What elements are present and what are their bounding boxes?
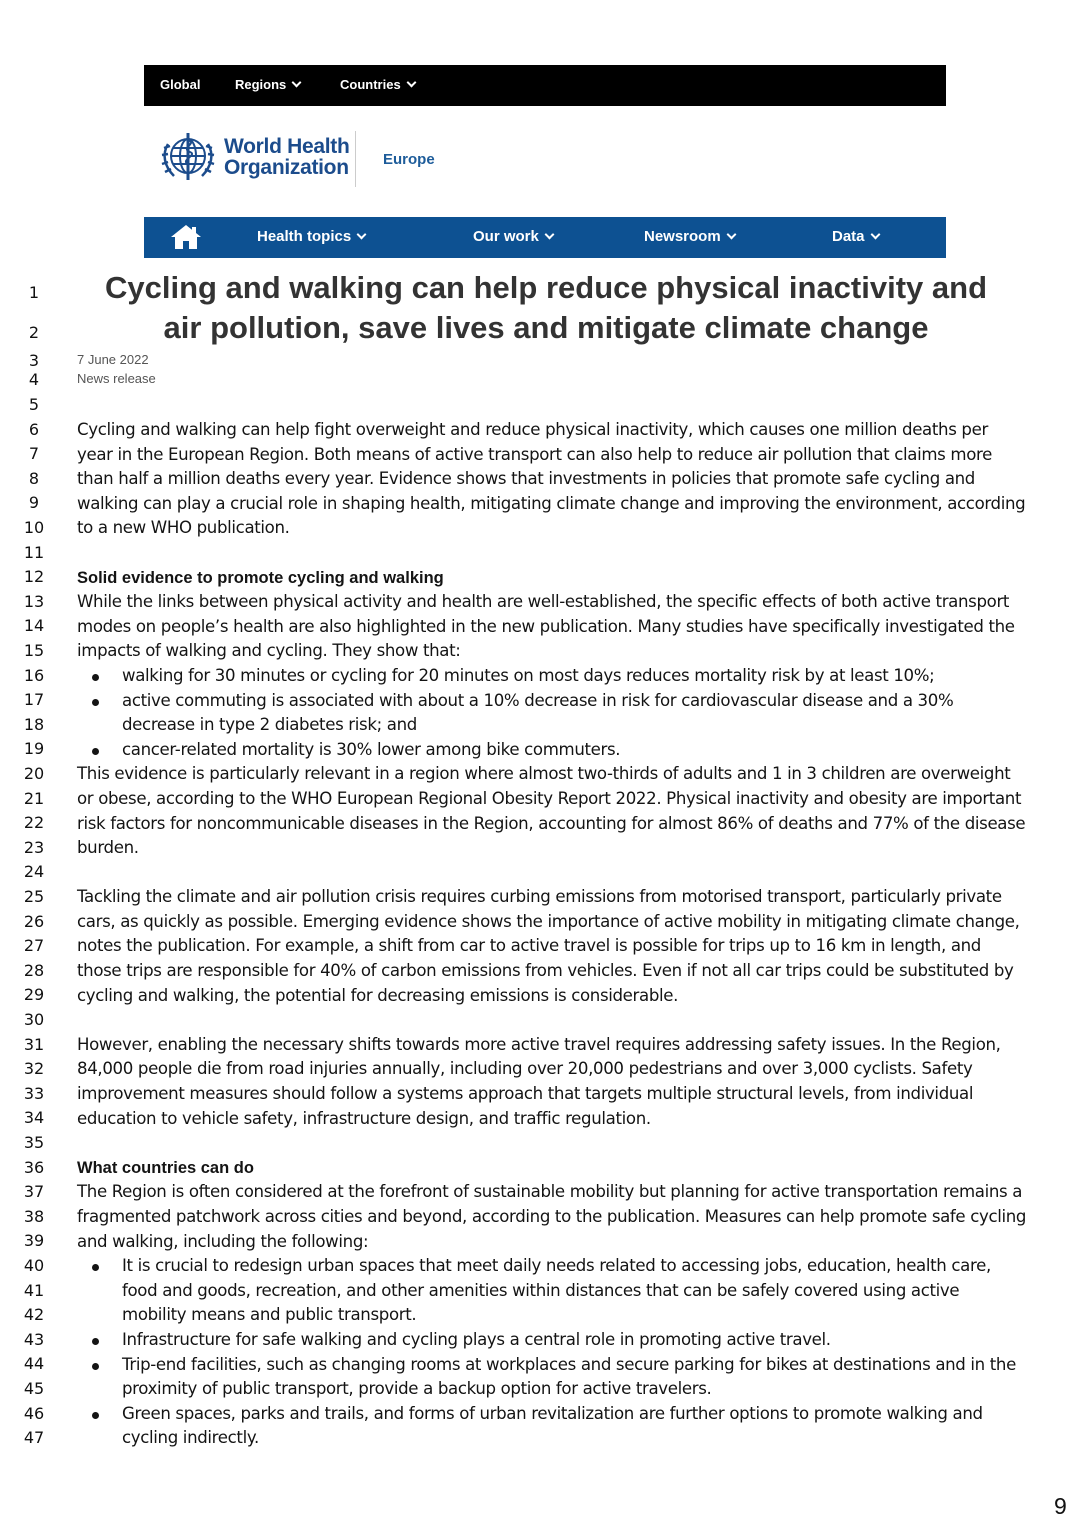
intro-paragraph: Cycling and walking can help fight overweight and reduce physical inactivity, which causes one million deaths per year in the European Region. Both means of active transport can also help to reduce air pollution that claims more than half a million deaths every year. Evidence shows that investments in policies that promote safe cycling and walking can play a crucial role in shaping health, mitigating climate change and improving the environment, according to a new WHO publication. [77,420,1026,538]
evidence-list [77,664,1027,762]
line-number: 44 [23,1354,45,1374]
list-item: Infrastructure for safe walking and cycling plays a central role in promoting active travel. [77,1328,1027,1353]
data-label: Data [832,228,865,245]
who-europe-logo[interactable] [158,128,458,188]
newsroom-label: Newsroom [644,228,721,245]
line-number: 15 [23,641,45,660]
list-item: cancer-related mortality is 30% lower among bike commuters. [77,738,1027,763]
line-number: 18 [23,714,45,734]
line-number: 40 [23,1256,45,1275]
line-number: 2 [28,323,40,342]
section-heading-evidence: Solid evidence to promote cycling and walking [77,568,444,587]
line-number: 10 [23,518,45,537]
article-body [77,418,1027,1451]
line-number: 46 [23,1403,45,1423]
countries-paragraph: The Region is often considered at the forefront of sustainable mobility but planning for active transportation remains a fragmented patchwork across cities and beyond, according to the publication. Measures can help promote safe cycling and walking, including the following: [77,1182,1027,1251]
line-number: 30 [23,1010,45,1029]
line-number: 25 [23,887,45,906]
regions-label: Regions [235,77,287,92]
line-number: 3 [28,351,40,370]
blank-line [77,861,1027,886]
line-number: 14 [23,616,45,636]
safety-paragraph: However, enabling the necessary shifts towards more active travel requires addressing safety issues. In the Region, 84,000 people die from road injuries annually, including over 20,000 pedestrians and over 3,000 cyclists. Safety improvement measures should follow a systems approach that targets multiple structural levels, from individual education to vehicle safety, infrastructure design, and traffic regulation. [77,1034,1001,1128]
line-number: 43 [23,1329,45,1349]
nav-countries-dropdown[interactable] [340,77,415,92]
line-number: 7 [28,444,40,464]
org-name-line2: Organization [224,156,349,179]
nav-our-work[interactable] [473,228,553,245]
line-number: 20 [23,764,45,783]
list-item: active commuting is associated with about a 10% decrease in risk for cardiovascular disease and a 30% decrease in type 2 diabetes risk; and [77,689,1027,738]
section-heading-countries: What countries can do [77,1158,254,1177]
region-label: Europe [383,151,435,168]
list-item: Trip-end facilities, such as changing rooms at workplaces and secure parking for bikes at destinations and in the proximity of public transport, provide a backup option for active travelers. [77,1353,1027,1402]
measures-list [77,1254,1027,1451]
line-number: 37 [23,1182,45,1202]
line-number: 5 [28,395,40,414]
line-number: 36 [23,1157,45,1177]
line-number: 8 [28,468,40,488]
line-number: 16 [23,665,45,685]
line-number: 19 [23,739,45,759]
line-number: 22 [23,813,45,833]
nav-data[interactable] [832,228,879,245]
home-icon [170,224,202,250]
countries-label: Countries [340,77,401,92]
line-number: 11 [23,542,45,562]
line-number: 32 [23,1059,45,1079]
line-number: 31 [23,1034,45,1054]
climate-paragraph: Tackling the climate and air pollution crisis requires curbing emissions from motorised transport, particularly private cars, as quickly as possible. Emerging evidence shows the importance of active mobility in mitigating climate change, notes the publication. For example, a shift from car to active travel is possible for trips up to 16 km in length, and those trips are responsible for 40% of carbon emissions from vehicles. Even if not all car trips could be substituted by cycling and walking, the potential for decreasing emissions is considerable. [77,887,1020,1005]
main-nav [144,217,946,258]
our-work-label: Our work [473,228,539,245]
list-item: It is crucial to redesign urban spaces that meet daily needs related to accessing jobs, education, health care, food and goods, recreation, and other amenities within distances that can be safely covered using active mobility means and public transport. [77,1254,1027,1328]
nav-health-topics[interactable] [257,228,365,245]
who-emblem-icon [158,128,218,186]
line-number: 35 [23,1133,45,1152]
line-number: 42 [23,1305,45,1325]
who-org-name [224,136,350,178]
line-number: 29 [23,985,45,1005]
page-number: 9 [1054,1493,1067,1519]
blank-line [77,1008,1027,1033]
line-number: 24 [23,862,45,882]
chevron-down-icon [292,78,302,88]
line-number: 47 [23,1428,45,1448]
blank-line [77,541,1027,566]
logo-divider [355,131,356,187]
article-type: News release [77,371,156,386]
title-line-1: Cycling and walking can help reduce physical inactivity and [104,270,988,305]
line-number: 28 [23,960,45,980]
list-item: walking for 30 minutes or cycling for 20 minutes on most days reduces mortality risk by at least 10%; [77,664,1027,689]
article-date: 7 June 2022 [77,352,149,367]
line-number: 9 [28,493,40,513]
line-number: 23 [23,837,45,857]
line-number: 33 [23,1083,45,1103]
nav-global-link[interactable]: Global [160,77,201,92]
line-number: 38 [23,1206,45,1226]
line-number: 26 [23,911,45,931]
line-number: 13 [23,591,45,611]
line-number: 12 [23,567,45,587]
article-title [72,268,1020,348]
line-number: 39 [23,1231,45,1251]
nav-newsroom[interactable] [644,228,735,245]
evidence-paragraph: While the links between physical activity and health are well-established, the specific effects of both active transport modes on people’s health are also highlighted in the new publication. Many studies have specifically investigated the impacts of walking and cycling. They show that: [77,592,1015,661]
line-number: 34 [23,1108,45,1128]
line-number: 21 [23,788,45,808]
chevron-down-icon [406,78,416,88]
top-bar [144,65,946,106]
home-button[interactable] [170,224,202,254]
nav-regions-dropdown[interactable] [235,77,300,92]
line-number: 17 [23,690,45,710]
line-number: 45 [23,1379,45,1398]
blank-line [77,1131,1027,1156]
line-number: 27 [23,936,45,956]
health-topics-label: Health topics [257,228,352,245]
org-name-line1: World Health [224,135,350,158]
list-item: Green spaces, parks and trails, and forms of urban revitalization are further options to promote walking and cycling indirectly. [77,1402,1027,1451]
chevron-down-icon [544,230,554,240]
chevron-down-icon [726,230,736,240]
chevron-down-icon [357,230,367,240]
title-line-2: air pollution, save lives and mitigate climate change [163,310,929,345]
line-number: 6 [28,419,40,439]
chevron-down-icon [870,230,880,240]
obesity-paragraph: This evidence is particularly relevant in a region where almost two-thirds of adults and 1 in 3 children are overweight or obese, according to the WHO European Regional Obesity Report 2022. Physical inactivity and obesity are important risk factors for noncommunicable diseases in the Region, accounting for almost 86% of deaths and 77% of the disease burden. [77,764,1026,858]
line-number: 4 [28,370,40,389]
line-number: 41 [23,1280,45,1300]
line-number: 1 [28,283,40,302]
